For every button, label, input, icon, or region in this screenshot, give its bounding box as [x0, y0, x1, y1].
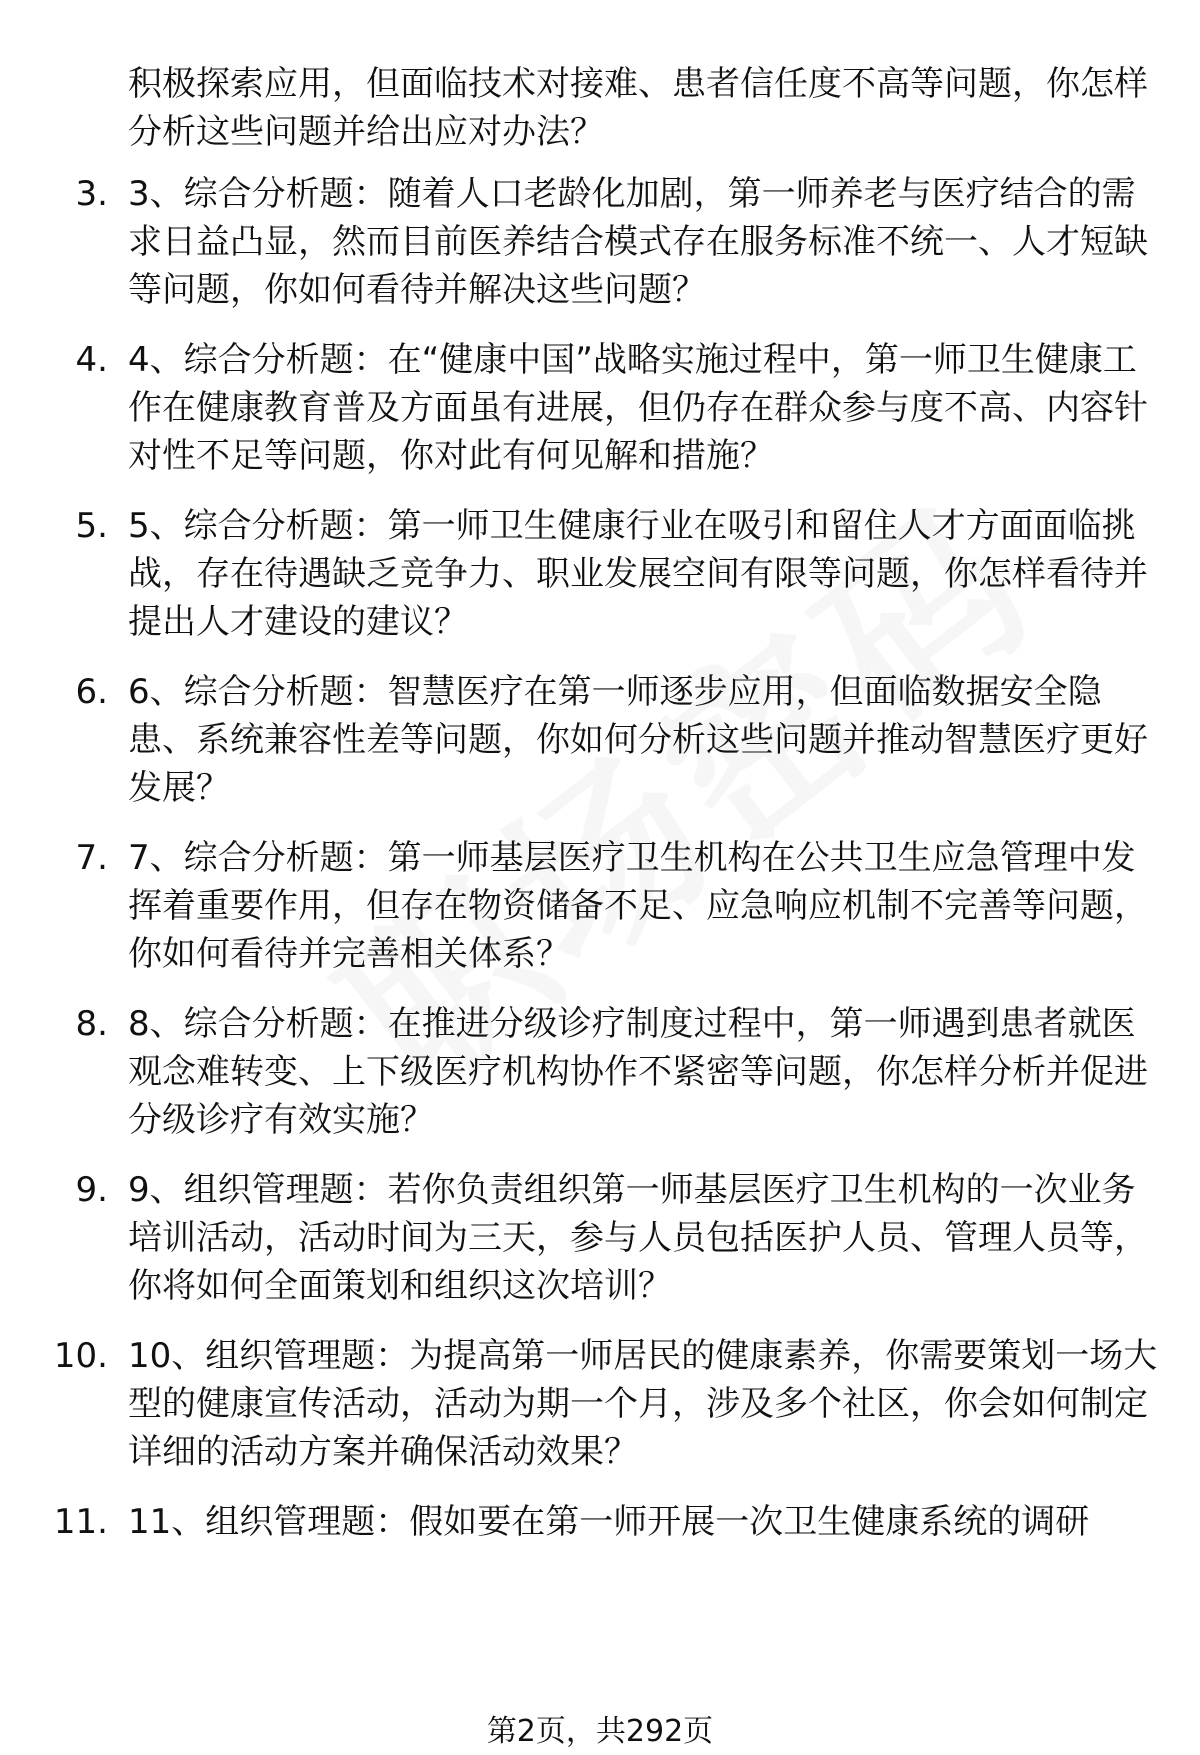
question-text: 8、综合分析题：在推进分级诊疗制度过程中，第一师遇到患者就医观念难转变、上下级医疗机构协作不紧密等问题，你怎样分析并促进分级诊疗有效实施？	[128, 1004, 1148, 1140]
page-footer: 第2页，共292页	[486, 1714, 714, 1749]
question-text: 11、组织管理题：假如要在第一师开展一次卫生健康系统的调研	[128, 1502, 1090, 1542]
question-number: 5.	[75, 506, 108, 546]
question-text: 5、综合分析题：第一师卫生健康行业在吸引和留住人才方面面临挑战，存在待遇缺乏竞争力、职业发展空间有限等问题，你怎样看待并提出人才建设的建议？	[128, 506, 1148, 642]
continued-question-text: 积极探索应用，但面临技术对接难、患者信任度不高等问题，你怎样分析这些问题并给出应对办法？	[128, 64, 1148, 152]
question-number: 9.	[75, 1170, 108, 1210]
question-number: 11.	[53, 1502, 108, 1542]
question-text: 7、综合分析题：第一师基层医疗卫生机构在公共卫生应急管理中发挥着重要作用，但存在物资储备不足、应急响应机制不完善等问题，你如何看待并完善相关体系？	[128, 838, 1148, 974]
question-number: 8.	[75, 1004, 108, 1044]
question-text: 6、综合分析题：智慧医疗在第一师逐步应用，但面临数据安全隐患、系统兼容性差等问题，你如何分析这些问题并推动智慧医疗更好发展？	[128, 672, 1148, 808]
question-number: 6.	[75, 672, 108, 712]
question-number: 10.	[53, 1336, 108, 1376]
question-text: 4、综合分析题：在“健康中国”战略实施过程中，第一师卫生健康工作在健康教育普及方面虽有进展，但仍存在群众参与度不高、内容针对性不足等问题，你对此有何见解和措施？	[128, 340, 1148, 476]
question-number: 7.	[75, 838, 108, 878]
question-text: 3、综合分析题：随着人口老龄化加剧，第一师养老与医疗结合的需求日益凸显，然而目前医养结合模式存在服务标准不统一、人才短缺等问题，你如何看待并解决这些问题？	[128, 174, 1148, 310]
question-number: 4.	[75, 340, 108, 380]
question-text: 9、组织管理题：若你负责组织第一师基层医疗卫生机构的一次业务培训活动，活动时间为三天，参与人员包括医护人员、管理人员等，你将如何全面策划和组织这次培训？	[128, 1170, 1148, 1306]
question-text: 10、组织管理题：为提高第一师居民的健康素养，你需要策划一场大型的健康宣传活动，活动为期一个月，涉及多个社区，你会如何制定详细的活动方案并确保活动效果？	[128, 1336, 1158, 1472]
question-number: 3.	[75, 174, 108, 214]
